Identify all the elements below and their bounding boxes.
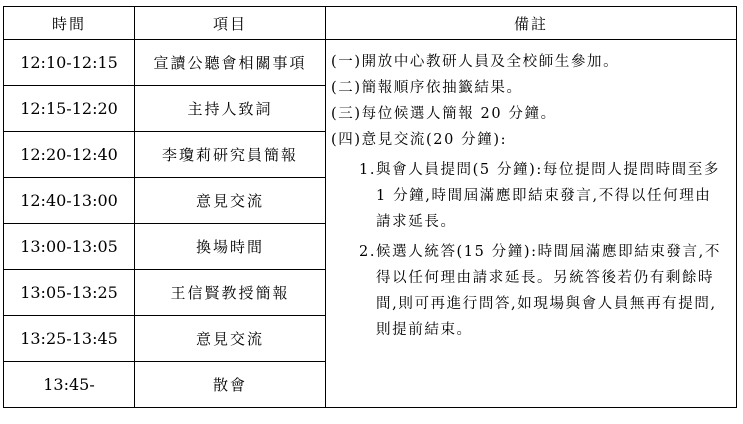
item-cell: 意見交流 (135, 316, 326, 362)
item-cell: 宣讀公聽會相關事項 (135, 40, 326, 86)
time-cell: 12:15-12:20 (4, 86, 135, 132)
time-cell: 12:40-13:00 (4, 178, 135, 224)
note-4-sub-1 (359, 157, 736, 235)
item-cell: 王信賢教授簡報 (135, 270, 326, 316)
notes-cell (326, 40, 737, 408)
header-item: 項目 (135, 7, 326, 40)
sub-2-number: 2. (359, 244, 377, 260)
note-4: (四)意見交流(20 分鐘): (331, 132, 508, 148)
item-cell: 意見交流 (135, 178, 326, 224)
note-3: (三)每位候選人簡報 20 分鐘。 (331, 106, 557, 122)
item-cell: 換場時間 (135, 224, 326, 270)
header-row (4, 7, 737, 40)
header-notes: 備註 (326, 7, 737, 40)
table-row (4, 40, 737, 86)
note-4-sub-2 (359, 239, 736, 343)
header-time: 時間 (4, 7, 135, 40)
item-cell: 主持人致詞 (135, 86, 326, 132)
schedule-table (3, 6, 737, 408)
item-cell: 李瓊莉研究員簡報 (135, 132, 326, 178)
item-cell: 散會 (135, 362, 326, 408)
note-1: (一)開放中心教研人員及全校師生參加。 (331, 54, 620, 70)
note-2: (二)簡報順序依抽籤結果。 (331, 80, 523, 96)
notes-content (326, 40, 736, 343)
time-cell: 13:25-13:45 (4, 316, 135, 362)
sub-1-text: 與會人員提問(5 分鐘):每位提問人提問時間至多 1 分鐘,時間屆滿應即結束發言,不得以任何理由請求延長。 (376, 162, 720, 230)
time-cell: 13:00-13:05 (4, 224, 135, 270)
time-cell: 13:05-13:25 (4, 270, 135, 316)
sub-2-text: 候選人統答(15 分鐘):時間屆滿應即結束發言,不得以任何理由請求延長。另統答後若仍有剩餘時間,則可再進行問答,如現場與會人員無再有提問,則提前結束。 (376, 244, 721, 338)
time-cell: 12:20-12:40 (4, 132, 135, 178)
time-cell: 13:45- (4, 362, 135, 408)
time-cell: 12:10-12:15 (4, 40, 135, 86)
sub-1-number: 1. (359, 162, 377, 178)
